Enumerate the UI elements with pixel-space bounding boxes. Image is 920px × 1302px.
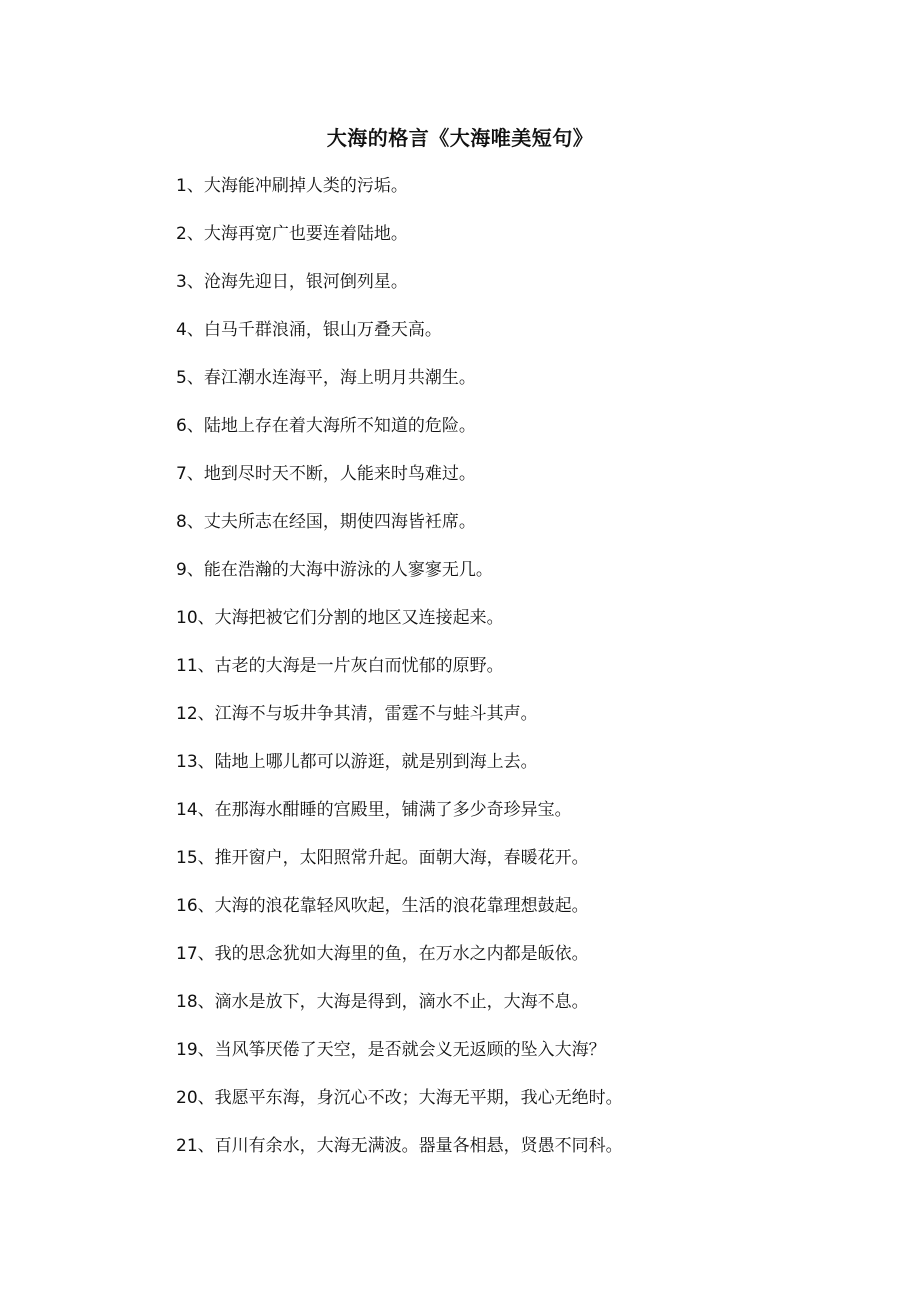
document-title: 大海的格言《大海唯美短句》 xyxy=(326,126,594,150)
quote-list xyxy=(176,172,623,1180)
quote-item: 6、陆地上存在着大海所不知道的危险。 xyxy=(176,416,476,436)
quote-item: 8、丈夫所志在经国，期使四海皆衽席。 xyxy=(176,512,476,532)
quote-item: 16、大海的浪花靠轻风吹起，生活的浪花靠理想鼓起。 xyxy=(176,896,589,916)
quote-item: 13、陆地上哪儿都可以游逛，就是别到海上去。 xyxy=(176,752,538,772)
quote-item: 3、沧海先迎日，银河倒列星。 xyxy=(176,272,408,292)
quote-item: 19、当风筝厌倦了天空，是否就会义无返顾的坠入大海？ xyxy=(176,1040,606,1060)
quote-item: 17、我的思念犹如大海里的鱼，在万水之内都是皈依。 xyxy=(176,944,589,964)
quote-item: 5、春江潮水连海平，海上明月共潮生。 xyxy=(176,368,476,388)
quote-item: 12、江海不与坂井争其清，雷霆不与蛙斗其声。 xyxy=(176,704,538,724)
quote-item: 15、推开窗户，太阳照常升起。面朝大海，春暖花开。 xyxy=(176,848,589,868)
quote-item: 4、白马千群浪涌，银山万叠天高。 xyxy=(176,320,442,340)
quote-item: 18、滴水是放下，大海是得到，滴水不止，大海不息。 xyxy=(176,992,589,1012)
quote-item: 7、地到尽时天不断，人能来时鸟难过。 xyxy=(176,464,476,484)
quote-item: 2、大海再宽广也要连着陆地。 xyxy=(176,224,408,244)
quote-item: 1、大海能冲刷掉人类的污垢。 xyxy=(176,176,408,196)
quote-item: 20、我愿平东海，身沉心不改；大海无平期，我心无绝时。 xyxy=(176,1088,623,1108)
quote-item: 10、大海把被它们分割的地区又连接起来。 xyxy=(176,608,504,628)
quote-item: 21、百川有余水，大海无满波。器量各相悬，贤愚不同科。 xyxy=(176,1136,623,1156)
quote-item: 9、能在浩瀚的大海中游泳的人寥寥无几。 xyxy=(176,560,493,580)
quote-item: 11、古老的大海是一片灰白而忧郁的原野。 xyxy=(176,656,504,676)
quote-item: 14、在那海水酣睡的宫殿里，铺满了多少奇珍异宝。 xyxy=(176,800,572,820)
